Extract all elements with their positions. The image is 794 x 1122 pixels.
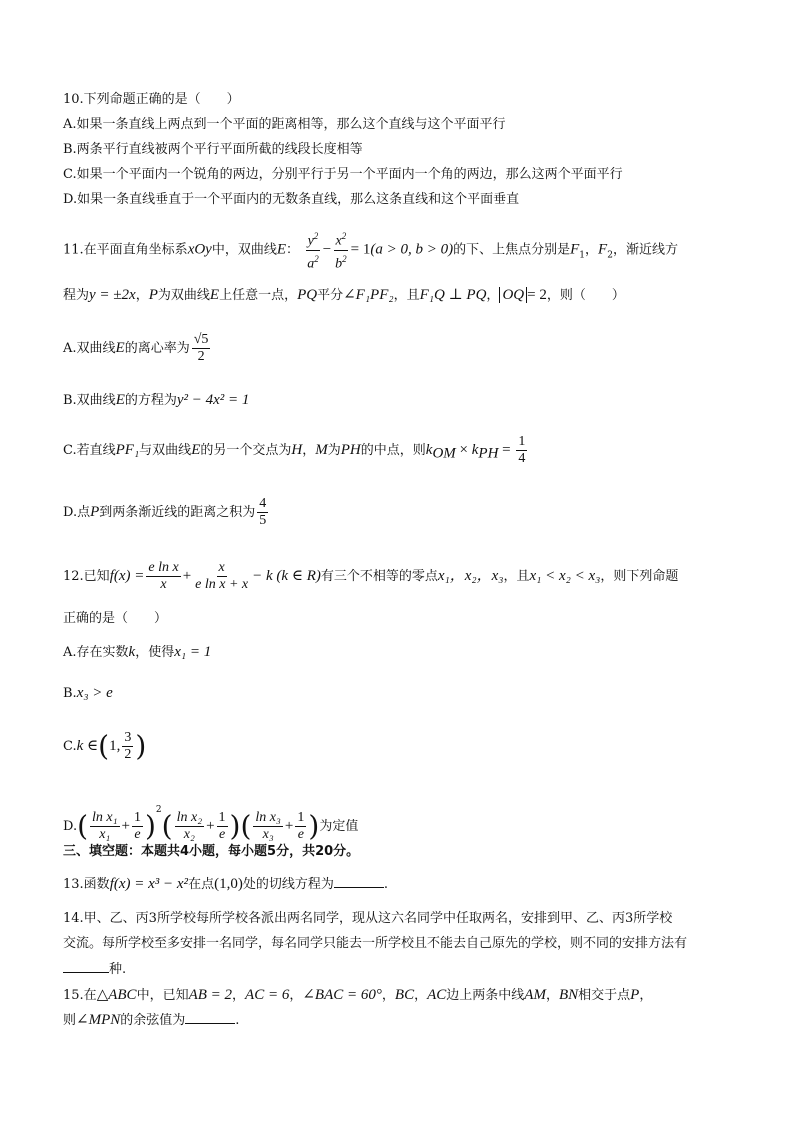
section-3-heading: 三、填空题：本题共4小题，每小题5分，共20分。 — [63, 844, 360, 859]
q11-frac-x2b2: $\frac{x^2}{b^2}$ — [333, 228, 349, 272]
q10-stem: 10.下列命题正确的是（ ） — [63, 92, 240, 107]
q14-line1: 14.甲、乙、丙3所学校每所学校各派出两名同学，现从这六名同学中任取两名，安排到甲、乙、丙3所学校 — [63, 911, 673, 926]
q15-answer-blank[interactable] — [185, 1011, 235, 1024]
q13: 13.函数f(x) = x³ − x²在点(1,0)处的切线方程为 . — [63, 876, 388, 892]
q14-line3: 种. — [63, 960, 126, 979]
q15-line2: 则∠MPN的余弦值为 . — [63, 1012, 240, 1028]
q14-line2: 交流。每所学校至多安排一名同学，每名同学只能去一所学校且不能去自己原先的学校，则不同的安排方法有 — [63, 936, 688, 951]
q11-frac-y2a2: $\frac{y^2}{a^2}$ — [305, 228, 321, 272]
q11-stem-line1: 11.在平面直角坐标系xOy中，双曲线E： $\frac{y^2}{a^2}$ − $\frac{x^2}{b^2}$ = 1(a > 0, b > 0)的下、上焦点分别是$F_1$，$F_2$，渐近线方 — [63, 228, 678, 273]
q10-option-b: B.两条平行直线被两个平行平面所截的线段长度相等 — [63, 142, 363, 157]
q12-stem-line1: 12.已知f(x) = $\frac{\text{e ln x}}{x}$ + $\frac{x}{\text{e ln x + x}}$ − k (k ∈ R)有三个不相等的零点x₁，x₂，x₃，且x₁ < x₂ < x₃，则下列命题 — [63, 560, 679, 592]
q11-option-a: A.双曲线E的离心率为 $\frac{√5}{2}$ — [63, 332, 209, 364]
q12-option-d: D.( $\frac{\text{ln x₁}}{\text{x₁}}$ + $\frac{1}{e}$ )$^2$( $\frac{\text{ln x₂}}{\text{x₂}}$ + $\frac{1}{e}$ )( $\frac{\text{ln x₃}}{\text{x₃}}$ + $\frac{1}{e}$ )为定值 — [63, 805, 359, 843]
q10-option-c: C.如果一个平面内一个锐角的两边，分别平行于另一个平面内一个角的两边，那么这两个平面平行 — [63, 167, 623, 182]
q14-answer-blank[interactable] — [63, 960, 109, 973]
q12-option-b: B.x₃ > e — [63, 685, 113, 701]
q15-line1: 15.在△ABC中，已知AB = 2，AC = 6，∠BAC = 60°，BC，AC边上两条中线AM，BN相交于点P， — [63, 987, 653, 1003]
q13-answer-blank[interactable] — [334, 875, 384, 888]
q10-option-d: D.如果一条直线垂直于一个平面内的无数条直线，那么这条直线和这个平面垂直 — [63, 192, 520, 207]
q12-option-c: C.k ∈(1, $\frac{3}{2}$ ) — [63, 729, 147, 763]
q11-option-b: B.双曲线E的方程为y² − 4x² = 1 — [63, 392, 250, 408]
q11-option-c: C.若直线PF₁与双曲线E的另一个交点为H，M为PH的中点，则$k_{OM} \times k_{PH}$ = $\frac{1}{4}$ — [63, 434, 526, 466]
q12-option-a: A.存在实数k，使得x₁ = 1 — [63, 644, 212, 660]
q10-option-a: A.如果一条直线上两点到一个平面的距离相等，那么这个直线与这个平面平行 — [63, 117, 506, 132]
q11-stem-line2: 程为y = ±2x，P为双曲线E上任意一点，PQ平分∠F₁PF₂，且F₁Q ⊥ PQ， OQ = 2，则（ ） — [63, 287, 625, 303]
q11-option-d: D.点P到两条渐近线的距离之积为 $\frac{4}{5}$ — [63, 496, 267, 528]
q12-stem-line2: 正确的是（ ） — [63, 611, 168, 626]
